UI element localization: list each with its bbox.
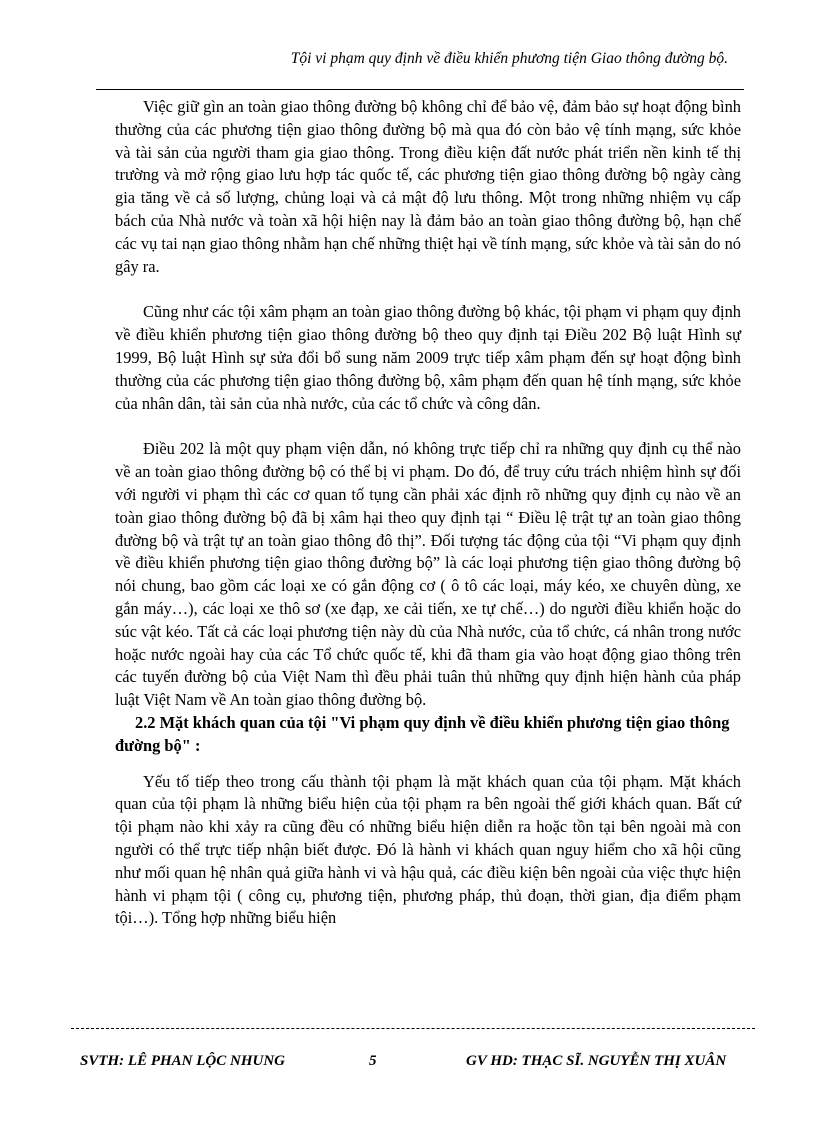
paragraph-2: Cũng như các tội xâm phạm an toàn giao thông đường bộ khác, tội phạm vi phạm quy định về điều khiển phương tiện giao thông đường bộ theo quy định tại Điều 202 Bộ luật Hình sự 1999, Bộ luật Hình sự sửa đổi bổ sung năm 2009 trực tiếp xâm phạm đến sự hoạt động bình thường của các phương tiện giao thông đường bộ, xâm phạm đến quan hệ tính mạng, sức khỏe của nhân dân, tài sản của nhà nước, của các tổ chức và công dân. — [115, 302, 741, 413]
paragraph-1: Việc giữ gìn an toàn giao thông đường bộ không chỉ để bảo vệ, đảm bảo sự hoạt động bình thường của các phương tiện giao thông đường bộ mà qua đó còn bảo vệ tính mạng, sức khỏe và tài sản của người tham gia giao thông. Trong điều kiện đất nước phát triển nền kinh tế thị trường và mở rộng giao lưu hợp tác quốc tế, các phương tiện giao thông đường bộ ngày càng gia tăng về cả số lượng, chủng loại và cả mật độ lưu thông. Một trong những nhiệm vụ cấp bách của Nhà nước và toàn xã hội hiện nay là đảm bảo an toàn giao thông đường bộ, hạn chế các vụ tai nạn giao thông nhằm hạn chế những thiệt hại về tính mạng, sức khỏe và tài sản do nó gây ra. — [115, 97, 741, 276]
running-header: Tội vi phạm quy định về điều khiển phương tiện Giao thông đường bộ. — [290, 50, 728, 67]
section-heading: 2.2 Mặt khách quan của tội "Vi phạm quy định về điều khiển phương tiện giao thông đường bộ" : — [115, 712, 730, 755]
header-divider — [96, 89, 744, 90]
paragraph-3: Điều 202 là một quy phạm viện dẫn, nó không trực tiếp chỉ ra những quy định cụ thể nào về an toàn giao thông đường bộ có thể bị vi phạm. Do đó, để truy cứu trách nhiệm hình sự đối với người vi phạm thì các cơ quan tố tụng cần phải xác định rõ những quy định cụ nào về an toàn giao thông đường bộ đã bị xâm hại theo quy định tại “ Điều lệ trật tự an toàn giao thông đường bộ và trật tự an toàn giao thông đô thị”. Đối tượng tác động của tội “Vi phạm quy định về điều khiển phương tiện giao thông đường bộ” là các loại phương tiện giao thông đường bộ nói chung, bao gồm các loại xe có gắn động cơ ( ô tô các loại, máy kéo, xe chuyên dùng, xe gắn máy…), các loại xe thô sơ (xe đạp, xe cải tiến, xe tự chế…) do người điều khiển hoặc do súc vật kéo. Tất cả các loại phương tiện này dù của Nhà nước, của tổ chức, cá nhân trong nước hoặc nước ngoài hay của các Tổ chức quốc tế, khi đã tham gia vào hoạt động giao thông trên các tuyến đường bộ của Việt Nam thì đều phải tuân thủ những quy định hiện hành của pháp luật Việt Nam về An toàn giao thông đường bộ. — [115, 439, 741, 710]
page-number: 5 — [369, 1053, 377, 1069]
page-body — [115, 96, 741, 930]
paragraph-4: Yếu tố tiếp theo trong cấu thành tội phạm là mặt khách quan của tội phạm. Mặt khách quan của tội phạm là những biểu hiện của tội phạm ra bên ngoài thế giới khách quan. Bất cứ tội phạm nào khi xảy ra cũng đều có những biểu hiện diễn ra hoặc tồn tại bên ngoài mà con người có thể trực tiếp nhận biết được. Đó là hành vi khách quan nguy hiểm cho xã hội cũng như mối quan hệ nhân quả giữa hành vi và hậu quả, các điều kiện bên ngoài của việc thực hiện hành vi phạm tội ( công cụ, phương tiện, phương pháp, thủ đoạn, thời gian, địa điểm phạm tội…). Tổng hợp những biểu hiện — [115, 771, 741, 928]
footer-advisor: GV HD: THẠC SĨ. NGUYỄN THỊ XUÂN — [466, 1053, 727, 1069]
footer-student: SVTH: LÊ PHAN LỘC NHUNG — [80, 1053, 286, 1069]
footer-divider — [71, 1028, 755, 1029]
